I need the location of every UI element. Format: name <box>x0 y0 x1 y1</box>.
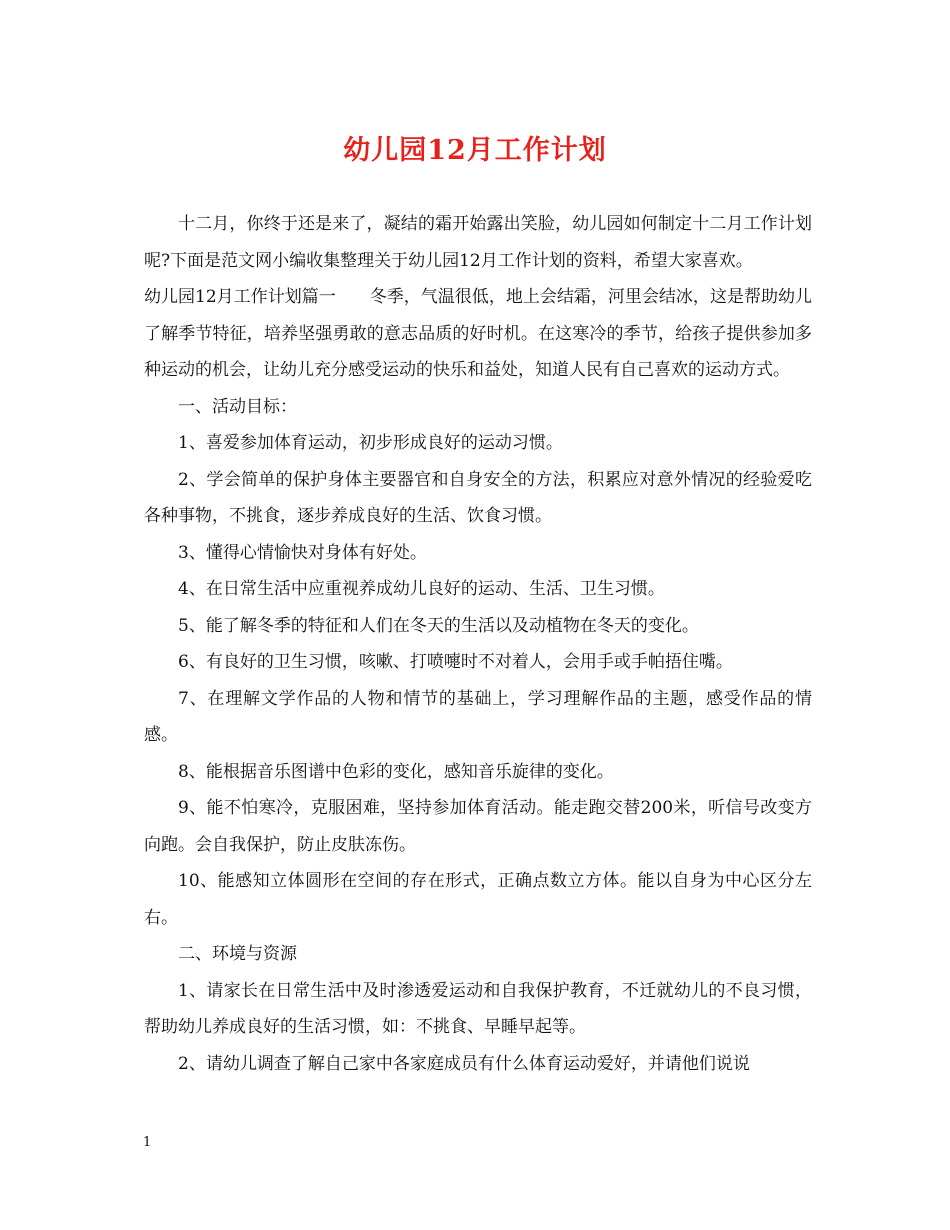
section-heading-environment: 二、环境与资源 <box>178 944 297 964</box>
goal-item: 7、在理解文学作品的人物和情节的基础上，学习理解作品的主题，感受作品的情感。 <box>144 688 812 745</box>
goal-item: 6、有良好的卫生习惯，咳嗽、打喷嚏时不对着人，会用手或手帕捂住嘴。 <box>178 652 733 672</box>
section-heading-goals: 一、活动目标： <box>178 396 297 417</box>
goal-item: 10、能感知立体圆形在空间的存在形式，正确点数立方体。能以自身为中心区分左右。 <box>144 871 812 928</box>
goal-item: 3、懂得心情愉快对身体有好处。 <box>178 542 427 563</box>
goal-item: 9、能不怕寒冷，克服困难，坚持参加体育活动。能走跑交替200米，听信号改变方向跑。会自我保护，防止皮肤冻伤。 <box>144 798 812 855</box>
goal-item: 1、喜爱参加体育运动，初步形成良好的运动习惯。 <box>178 433 563 453</box>
environment-item: 2、请幼儿调查了解自己家中各家庭成员有什么体育运动爱好，并请他们说说 <box>178 1053 750 1074</box>
environment-item: 1、请家长在日常生活中及时渗透爱运动和自我保护教育，不迁就幼儿的不良习惯，帮助幼儿养成良好的生活习惯，如：不挑食、早睡早起等。 <box>144 980 812 1037</box>
goal-item: 2、学会简单的保护身体主要器官和自身安全的方法，积累应对意外情况的经验爱吃各种事物，不挑食，逐步养成良好的生活、饮食习惯。 <box>144 469 812 526</box>
document-body <box>144 206 812 1082</box>
page-number: 1 <box>143 1135 152 1150</box>
goal-item: 5、能了解冬季的特征和人们在冬天的生活以及动植物在冬天的变化。 <box>178 615 699 636</box>
goal-item: 4、在日常生活中应重视养成幼儿良好的运动、生活、卫生习惯。 <box>178 579 665 599</box>
paragraph-plan-one: 幼儿园12月工作计划篇一 冬季，气温很低，地上会结霜，河里会结冰，这是帮助幼儿了解季节特征，培养坚强勇敢的意志品质的好时机。在这寒冷的季节，给孩子提供参加多种运动的机会，让幼儿充分感受运动的快乐和益处，知道人民有自己喜欢的运动方式。 <box>144 287 812 380</box>
document-title: 幼儿园12月工作计划 <box>343 135 607 166</box>
goal-item: 8、能根据音乐图谱中色彩的变化，感知音乐旋律的变化。 <box>178 761 614 782</box>
paragraph-intro: 十二月，你终于还是来了，凝结的霜开始露出笑脸，幼儿园如何制定十二月工作计划呢?下面是范文网小编收集整理关于幼儿园12月工作计划的资料，希望大家喜欢。 <box>144 214 812 271</box>
